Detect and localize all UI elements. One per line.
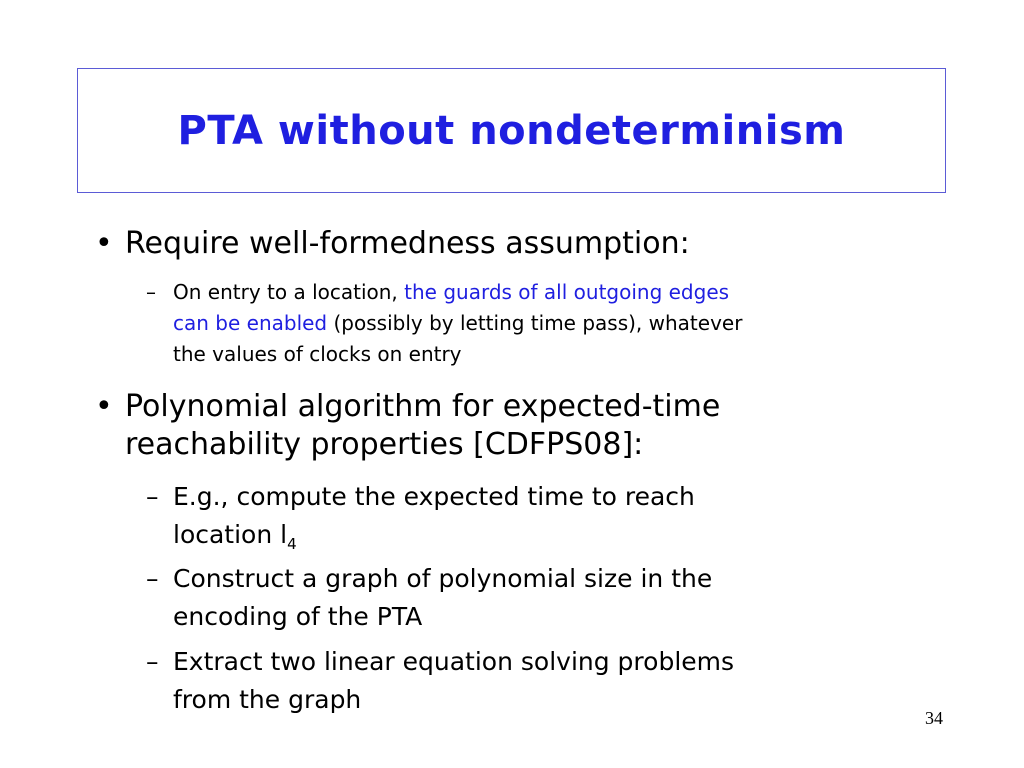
sub-bullet-2-1 — [146, 478, 926, 554]
sub-bullet-1-1-line-3: the values of clocks on entry — [173, 342, 462, 366]
bullet-2-line-2: reachability properties [CDFPS08]: — [125, 427, 644, 462]
sub-bullet-2-2 — [146, 560, 926, 636]
sub-bullet-2-1-location: location l — [173, 520, 288, 549]
page-number: 34 — [925, 708, 943, 728]
bullet-marker: • — [95, 226, 113, 261]
sub-bullet-1-1-line-2 — [173, 308, 926, 339]
slide-title: PTA without nondeterminism — [177, 107, 846, 154]
bullet-1-text: Require well-formedness assumption: — [125, 226, 690, 261]
sub-bullet-2-2-line-1: Construct a graph of polynomial size in the — [173, 564, 713, 593]
sub-bullet-2-1-line-1: E.g., compute the expected time to reach — [173, 482, 695, 511]
sub-bullet-1-1-line-1 — [173, 277, 926, 308]
sub-bullet-2-3 — [146, 643, 926, 719]
sub-bullet-marker: – — [146, 647, 159, 676]
sub-bullet-1-1-highlight-1: the guards of all outgoing edges — [404, 280, 730, 304]
sub-bullet-1-1-plain-1: On entry to a location, — [173, 280, 405, 304]
sub-bullet-1-1 — [146, 277, 926, 370]
bullet-2 — [95, 388, 955, 464]
sub-bullet-1-1-highlight-2: can be enabled — [173, 311, 328, 335]
sub-bullet-2-2-line-2: encoding of the PTA — [173, 602, 423, 631]
location-subscript: 4 — [287, 535, 297, 553]
sub-bullet-marker: – — [146, 482, 159, 511]
sub-bullet-marker: – — [146, 564, 159, 593]
sub-bullet-1-1-plain-2: (possibly by letting time pass), whatever — [327, 311, 743, 335]
sub-bullet-2-3-line-2: from the graph — [173, 685, 362, 714]
sub-bullet-2-1-line-2 — [173, 516, 926, 554]
sub-bullet-2-3-line-1: Extract two linear equation solving problems — [173, 647, 735, 676]
bullet-2-line-1: Polynomial algorithm for expected-time — [125, 389, 721, 424]
bullet-marker: • — [95, 389, 113, 424]
sub-bullet-marker: – — [146, 280, 156, 304]
bullet-1 — [95, 225, 955, 263]
